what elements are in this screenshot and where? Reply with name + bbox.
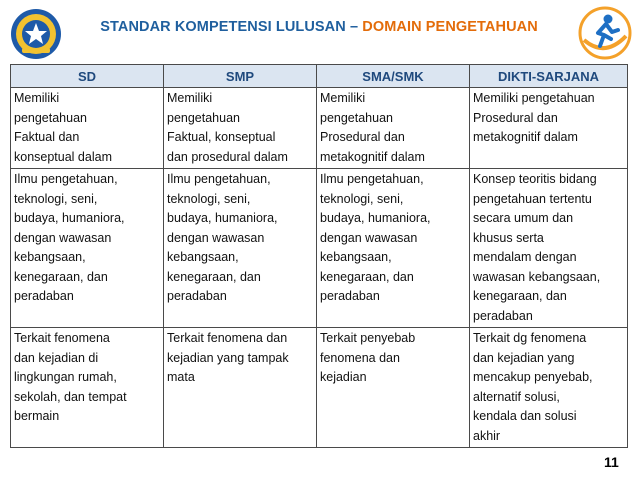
- table-cell: Memiliki pengetahuan Faktual dan konseptual dalam: [11, 88, 164, 169]
- table-cell: Memiliki pengetahuan Prosedural dan metakognitif dalam: [317, 88, 470, 169]
- header-dikti-sarjana: DIKTI-SARJANA: [470, 65, 628, 88]
- table-header-row: [11, 65, 628, 88]
- slide-title: [0, 19, 638, 35]
- table-cell: Terkait fenomena dan kejadian yang tampak mata: [164, 328, 317, 448]
- competency-table: [10, 64, 628, 448]
- table-row: [11, 328, 628, 448]
- table-cell: Ilmu pengetahuan, teknologi, seni, budaya, humaniora, dengan wawasan kebangsaan, kenegaraan, dan peradaban: [11, 169, 164, 328]
- table-row: [11, 88, 628, 169]
- table-cell: Ilmu pengetahuan, teknologi, seni, budaya, humaniora, dengan wawasan kebangsaan, kenegaraan, dan peradaban: [317, 169, 470, 328]
- header-sma-smk: SMA/SMK: [317, 65, 470, 88]
- header-smp: SMP: [164, 65, 317, 88]
- table-cell: Ilmu pengetahuan, teknologi, seni, budaya, humaniora, dengan wawasan kebangsaan, kenegaraan, dan peradaban: [164, 169, 317, 328]
- table-cell: Memiliki pengetahuan Faktual, konseptual dan prosedural dalam: [164, 88, 317, 169]
- header-sd: SD: [11, 65, 164, 88]
- page-number: 11: [604, 454, 619, 470]
- table-cell: Terkait penyebab fenomena dan kejadian: [317, 328, 470, 448]
- title-main: STANDAR KOMPETENSI LULUSAN –: [100, 19, 363, 35]
- title-highlight: DOMAIN PENGETAHUAN: [362, 19, 538, 35]
- table-cell: Terkait dg fenomena dan kejadian yang mencakup penyebab, alternatif solusi, kendala dan solusi akhir: [470, 328, 628, 448]
- table-cell: Terkait fenomena dan kejadian di lingkungan rumah, sekolah, dan tempat bermain: [11, 328, 164, 448]
- education-runner-logo-icon: [578, 6, 632, 60]
- table-row: [11, 169, 628, 328]
- table-cell: Memiliki pengetahuan Prosedural dan metakognitif dalam: [470, 88, 628, 169]
- table-cell: Konsep teoritis bidang pengetahuan tertentu secara umum dan khusus serta mendalam dengan wawasan kebangsaan, kenegaraan, dan peradaban: [470, 169, 628, 328]
